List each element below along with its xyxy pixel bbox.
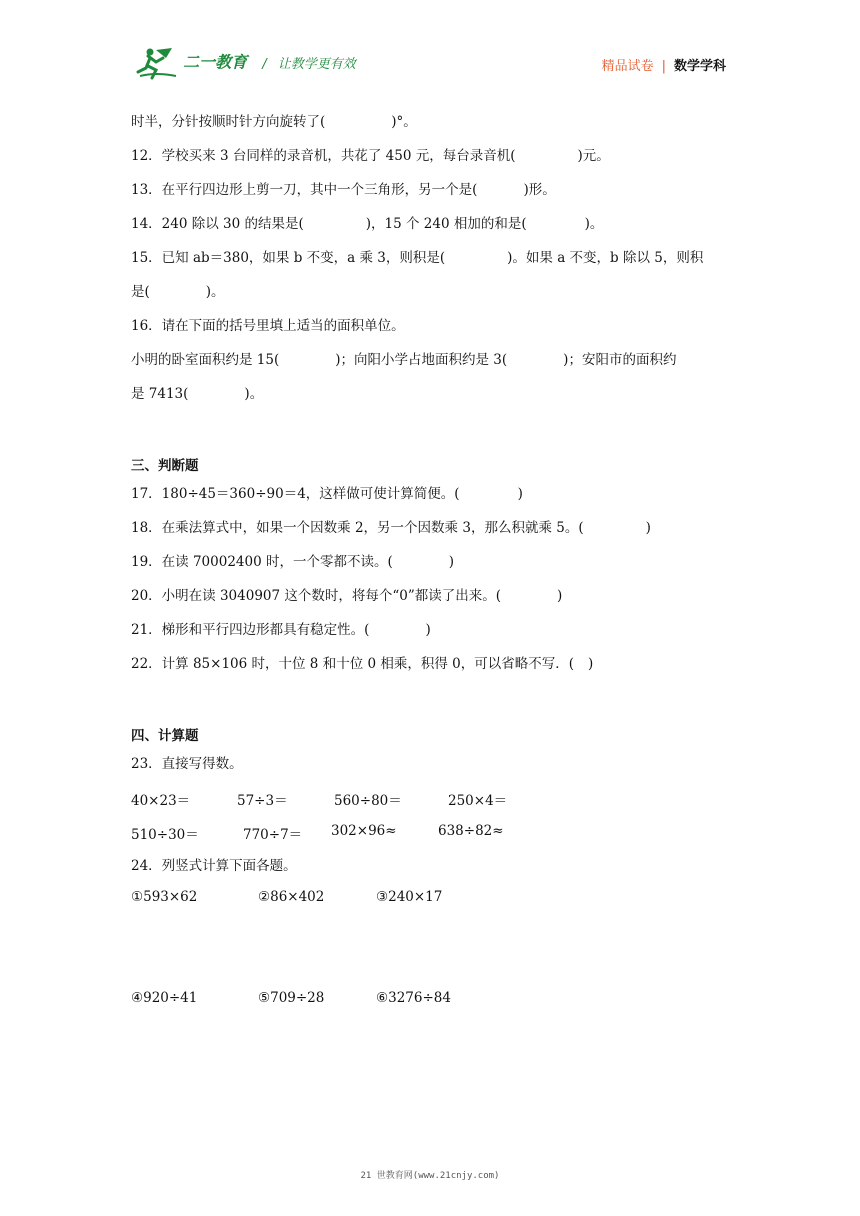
question-16-blanks-continuation: 是 7413( )。 xyxy=(131,386,264,402)
header-brand xyxy=(136,46,356,82)
header-slogan: 让教学更有效 xyxy=(277,56,356,72)
question-18: 18．在乘法算式中，如果一个因数乘 2，另一个因数乘 3，那么积就乘 5。( ) xyxy=(131,520,651,536)
header-separator: | xyxy=(661,59,666,74)
page-footer: 21 世教育网(www.21cnjy.com) xyxy=(360,1171,500,1181)
calc-item: 250×4＝ xyxy=(448,793,508,809)
vertical-calc-item: ①593×62 xyxy=(131,889,198,905)
calc-item: 57÷3＝ xyxy=(237,793,288,809)
calc-item: 560÷80＝ xyxy=(334,793,402,809)
calc-item: 510÷30＝ xyxy=(131,827,199,843)
logo-text: 二一教育 xyxy=(183,52,248,72)
question-15-continuation: 是( )。 xyxy=(131,284,225,300)
calc-item: 302×96≈ xyxy=(331,823,397,839)
question-21: 21．梯形和平行四边形都具有稳定性。( ) xyxy=(131,622,431,638)
header-tags xyxy=(602,55,726,74)
question-12: 12．学校买来 3 台同样的录音机，共花了 450 元，每台录音机( )元。 xyxy=(131,148,610,164)
tag-premium-paper: 精品试卷 xyxy=(601,59,654,74)
vertical-calc-item: ⑤709÷28 xyxy=(258,990,325,1006)
runner-logo-icon xyxy=(136,46,178,80)
question-23: 23．直接写得数。 xyxy=(131,756,243,772)
vertical-calc-item: ③240×17 xyxy=(376,889,443,905)
question-11-continuation: 时半，分针按顺时针方向旋转了( )°。 xyxy=(131,114,417,130)
question-22: 22．计算 85×106 时，十位 8 和十位 0 相乘，积得 0，可以省略不写．( ) xyxy=(131,656,594,672)
question-16: 16．请在下面的括号里填上适当的面积单位。 xyxy=(131,318,405,334)
question-24: 24．列竖式计算下面各题。 xyxy=(131,858,297,874)
section-calc-title: 四、计算题 xyxy=(131,728,199,744)
calc-item: 770÷7＝ xyxy=(243,827,303,843)
question-19: 19．在读 70002400 时，一个零都不读。( ) xyxy=(131,554,455,570)
header-slash: / xyxy=(262,56,267,72)
question-15: 15．已知 ab＝380，如果 b 不变，a 乘 3，则积是( )。如果 a 不变，b 除以 5，则积 xyxy=(131,250,704,266)
question-20: 20．小明在读 3040907 这个数时，将每个“0”都读了出来。( ) xyxy=(131,588,563,604)
section-judge-title: 三、判断题 xyxy=(131,458,199,474)
vertical-calc-item: ⑥3276÷84 xyxy=(376,990,451,1006)
vertical-calc-item: ④920÷41 xyxy=(131,990,198,1006)
calc-item: 40×23＝ xyxy=(131,793,191,809)
question-14: 14．240 除以 30 的结果是( )，15 个 240 相加的和是( )。 xyxy=(131,216,604,232)
question-16-blanks: 小明的卧室面积约是 15( )；向阳小学占地面积约是 3( )；安阳市的面积约 xyxy=(131,352,677,368)
question-17: 17．180÷45＝360÷90＝4，这样做可使计算简便。( ) xyxy=(131,486,523,502)
calc-item: 638÷82≈ xyxy=(438,823,504,839)
vertical-calc-item: ②86×402 xyxy=(258,889,325,905)
question-13: 13．在平行四边形上剪一刀，其中一个三角形，另一个是( )形。 xyxy=(131,182,556,198)
tag-subject: 数学学科 xyxy=(673,59,726,74)
